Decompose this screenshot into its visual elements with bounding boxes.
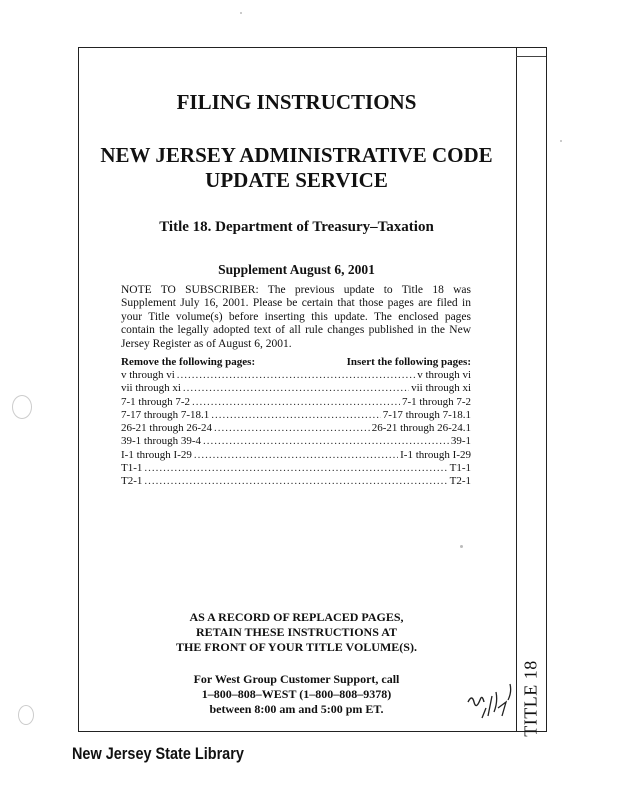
insert-pages: 7-17 through 7-18.1: [382, 408, 471, 421]
insert-pages: vii through xi: [411, 382, 471, 395]
scan-artifact: [560, 140, 562, 142]
scan-artifact: [460, 545, 463, 548]
handwritten-initials-date: [462, 672, 522, 730]
page-row: [121, 462, 471, 475]
remove-pages: T2-1: [121, 475, 143, 488]
page-row: [121, 475, 471, 488]
title-subtitle: Title 18. Department of Treasury–Taxation: [159, 219, 434, 235]
dot-leader: [214, 422, 370, 435]
insert-pages: I-1 through I-29: [400, 448, 471, 461]
code-heading-line1: NEW JERSEY ADMINISTRATIVE CODE: [100, 143, 493, 167]
title-tab-strip: [516, 47, 547, 737]
dot-leader: [177, 369, 415, 382]
record-notice: [78, 610, 515, 655]
supplement-date: Supplement August 6, 2001: [218, 262, 375, 277]
remove-pages: 26-21 through 26-24: [121, 422, 213, 435]
scan-artifact: [18, 705, 34, 725]
page-row: [121, 409, 471, 422]
record-line1: AS A RECORD OF REPLACED PAGES,: [189, 610, 404, 624]
page-row: [121, 382, 471, 395]
dot-leader: [194, 449, 398, 462]
support-line3: between 8:00 am and 5:00 pm ET.: [209, 702, 384, 716]
page-row: [121, 422, 471, 435]
dot-leader: [211, 409, 380, 422]
page-row: [121, 369, 471, 382]
customer-support-info: [78, 672, 515, 717]
insert-pages: v through vi: [417, 369, 471, 381]
pages-list-header: [121, 356, 471, 368]
scan-artifact: [12, 395, 32, 419]
remove-pages: vii through xi: [121, 382, 181, 395]
remove-pages: T1-1: [121, 462, 143, 475]
code-heading-line2: UPDATE SERVICE: [205, 168, 388, 192]
title-tab-label: TITLE 18: [520, 659, 541, 737]
dot-leader: [183, 382, 409, 395]
page-row: [121, 396, 471, 409]
insert-pages: 39-1: [450, 435, 471, 448]
pages-list: [121, 369, 471, 489]
tab-divider: [516, 56, 546, 57]
remove-pages: 39-1 through 39-4: [121, 435, 202, 448]
insert-pages: T2-1: [449, 475, 471, 488]
remove-pages: I-1 through I-29: [121, 448, 192, 461]
insert-pages: T1-1: [449, 462, 471, 475]
dot-leader: [144, 462, 447, 475]
remove-pages: v through vi: [121, 369, 175, 381]
insert-pages: 7-1 through 7-2: [401, 395, 471, 408]
dot-leader: [203, 435, 449, 448]
remove-header: Remove the following pages:: [121, 356, 256, 368]
insert-pages: 26-21 through 26-24.1: [371, 422, 471, 435]
subscriber-note: NOTE TO SUBSCRIBER: The previous update to Title 18 was Supplement July 16, 2001. Please be certain that those pages are filed in your Title volume(s) before inserting this update. The enclosed pages contain the legally adopted text of all rule changes published in the New Jersey Register as of August 6, 2001.: [121, 284, 471, 350]
library-stamp: New Jersey State Library: [72, 744, 244, 763]
remove-pages: 7-17 through 7-18.1: [121, 408, 210, 421]
page-row: [121, 449, 471, 462]
scan-artifact: [240, 12, 242, 14]
insert-header: Insert the following pages:: [346, 356, 471, 368]
remove-pages: 7-1 through 7-2: [121, 395, 191, 408]
dot-leader: [144, 475, 447, 488]
support-line2: 1–800–808–WEST (1–800–808–9378): [201, 687, 392, 701]
page-row: [121, 435, 471, 448]
dot-leader: [192, 396, 400, 409]
support-line1: For West Group Customer Support, call: [193, 672, 400, 686]
record-line3: THE FRONT OF YOUR TITLE VOLUME(S).: [176, 640, 417, 654]
filing-instructions-title: FILING INSTRUCTIONS: [176, 90, 417, 114]
record-line2: RETAIN THESE INSTRUCTIONS AT: [195, 625, 398, 639]
